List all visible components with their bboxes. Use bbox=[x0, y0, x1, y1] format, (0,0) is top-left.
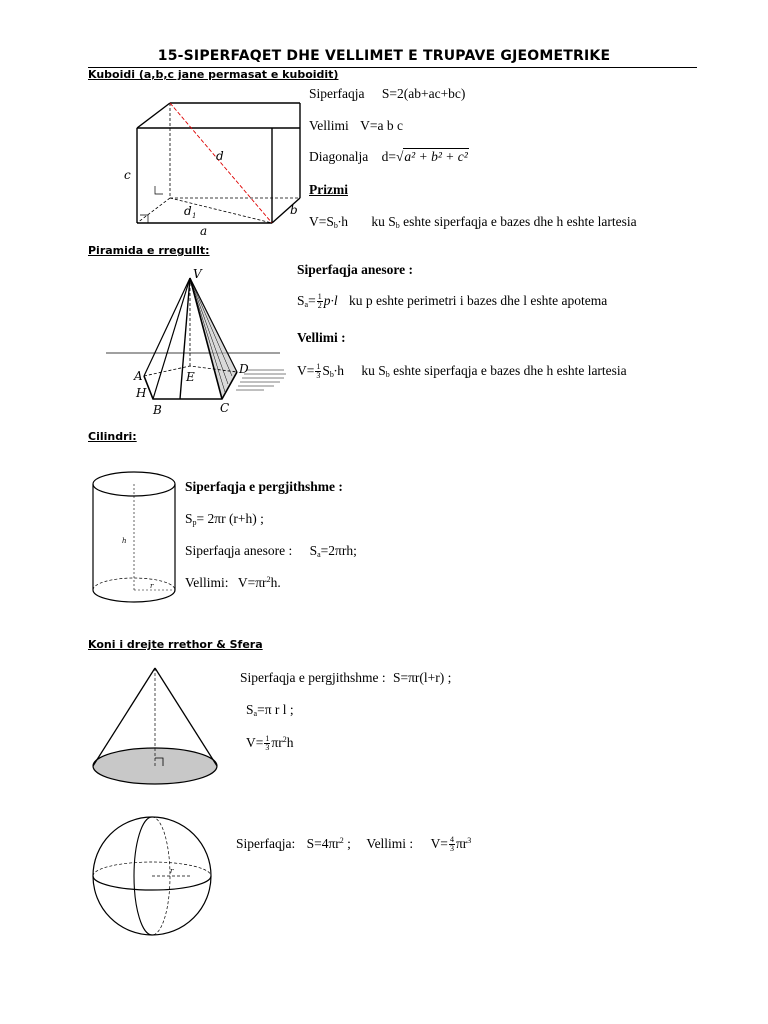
cuboid-diagonal-prefix: d= bbox=[381, 149, 396, 164]
sphere-volume-mid: πr bbox=[455, 836, 468, 851]
pyramid-lateral-prefix: S bbox=[297, 293, 305, 308]
fraction bbox=[317, 293, 323, 310]
sphere-volume-sup: 3 bbox=[467, 836, 472, 845]
fraction-denominator: 3 bbox=[265, 743, 270, 753]
sphere-volume-label: Vellimi : bbox=[366, 836, 414, 851]
pyramid-lateral-heading: Siperfaqja anesore : bbox=[297, 262, 413, 277]
pyramid-volume-mid: S bbox=[322, 363, 330, 378]
cone-total bbox=[240, 670, 451, 686]
pyramid-lateral-suffix: p∙l bbox=[323, 293, 338, 308]
prism-formula-prefix: V=S bbox=[309, 214, 334, 229]
fraction-denominator: 2 bbox=[317, 301, 322, 311]
cylinder-total-prefix: S bbox=[185, 511, 193, 526]
pyramid-label-E: E bbox=[186, 370, 195, 384]
prism-formula-suffix: ∙h bbox=[337, 214, 348, 229]
section-heading-cilindri: Cilindri: bbox=[88, 430, 137, 443]
cone-figure bbox=[88, 662, 228, 790]
cone-total-label: Siperfaqja e pergjithshme : bbox=[240, 670, 386, 685]
pyramid-lateral-eq: = bbox=[308, 293, 316, 308]
cylinder-volume-suffix: h. bbox=[270, 575, 281, 590]
cuboid-surface-formula: S=2(ab+ac+bc) bbox=[381, 86, 466, 101]
sphere-surface-label: Siperfaqja: bbox=[236, 836, 296, 851]
cone-total-formula: S=πr(l+r) ; bbox=[392, 670, 452, 685]
cylinder-total-formula-text: = 2πr (r+h) ; bbox=[196, 511, 264, 526]
cylinder-lateral bbox=[185, 543, 357, 559]
sphere-surface-prefix: S=4πr bbox=[306, 836, 340, 851]
cuboid-volume bbox=[309, 118, 403, 134]
fraction-numerator: 1 bbox=[317, 292, 322, 302]
pyramid-lateral-desc: ku p eshte perimetri i bazes dhe l eshte apotema bbox=[348, 293, 608, 308]
cone-lateral-prefix: S bbox=[246, 702, 254, 717]
pyramid-volume-suffix: ∙h bbox=[333, 363, 345, 378]
cuboid-label-b: b bbox=[290, 203, 298, 217]
pyramid-label-D: D bbox=[239, 362, 249, 376]
cuboid-label-a: a bbox=[200, 224, 208, 238]
cylinder-volume-label: Vellimi: bbox=[185, 575, 229, 590]
cylinder-volume bbox=[185, 575, 281, 591]
pyramid-label-V: V bbox=[193, 267, 202, 281]
pyramid-volume-desc-post: eshte siperfaqja e bazes dhe h eshte lartesia bbox=[389, 363, 627, 378]
cylinder-lateral-formula: =2πrh; bbox=[320, 543, 357, 558]
cylinder-total-sub: p bbox=[192, 518, 197, 527]
section-heading-prizmi: Prizmi bbox=[309, 182, 348, 197]
prism-desc-pre: ku S bbox=[371, 214, 396, 229]
sphere-figure bbox=[90, 816, 216, 940]
cylinder-lateral-label: Siperfaqja anesore : bbox=[185, 543, 293, 558]
pyramid-figure bbox=[104, 266, 288, 418]
cone-volume-sup: 2 bbox=[282, 735, 287, 744]
section-heading-piramida: Piramida e rregullt: bbox=[88, 244, 210, 257]
cuboid-surface-label: Siperfaqja bbox=[309, 86, 365, 101]
fraction bbox=[264, 735, 270, 752]
cuboid-volume-formula: V=a b c bbox=[360, 118, 403, 133]
sphere-surface-suffix: ; bbox=[343, 836, 351, 851]
pyramid-volume-prefix: V= bbox=[297, 363, 315, 378]
cuboid-diagonal bbox=[309, 149, 469, 165]
fraction bbox=[315, 363, 321, 380]
prism-desc-post: eshte siperfaqja e bazes dhe h eshte lartesia bbox=[399, 214, 637, 229]
fraction-numerator: 4 bbox=[449, 835, 454, 845]
fraction-denominator: 3 bbox=[449, 844, 454, 854]
cuboid-label-c: c bbox=[124, 168, 131, 182]
pyramid-label-H: H bbox=[136, 386, 147, 400]
cone-volume-mid: πr bbox=[271, 735, 283, 750]
sphere-volume-prefix: V= bbox=[430, 836, 448, 851]
cylinder-total-heading: Siperfaqja e pergjithshme : bbox=[185, 479, 343, 494]
fraction-denominator: 3 bbox=[316, 371, 321, 381]
cone-lateral-formula: =π r l ; bbox=[257, 702, 294, 717]
pyramid-label-A: A bbox=[134, 369, 143, 383]
cuboid-figure bbox=[110, 90, 310, 240]
pyramid-lateral-formula bbox=[297, 293, 607, 310]
cone-lateral bbox=[246, 702, 294, 718]
sphere-formulas bbox=[236, 836, 471, 853]
pyramid-volume-desc-pre: ku S bbox=[361, 363, 386, 378]
cylinder-lateral-prefix: S bbox=[309, 543, 318, 558]
sqrt-sign: √ bbox=[395, 149, 404, 164]
sphere-surface-sup: 2 bbox=[339, 836, 344, 845]
cuboid-diagonal-radicand: a² + b² + c² bbox=[404, 149, 468, 164]
prism-formula-sub: b bbox=[333, 221, 338, 230]
cuboid-label-d1-sub: 1 bbox=[192, 212, 197, 220]
cuboid-diagonal-label: Diagonalja bbox=[309, 149, 369, 164]
pyramid-volume-heading: Vellimi : bbox=[297, 330, 346, 345]
cylinder-lateral-sub: a bbox=[317, 550, 321, 559]
sphere-label-r: r bbox=[170, 867, 174, 875]
cylinder-figure bbox=[90, 468, 180, 610]
prism-volume bbox=[309, 214, 637, 230]
cylinder-volume-sup: 2 bbox=[266, 575, 271, 584]
cuboid-label-d1: d bbox=[184, 204, 192, 218]
pyramid-volume-sub: b bbox=[329, 370, 334, 379]
cone-volume bbox=[246, 735, 293, 752]
pyramid-volume-formula bbox=[297, 363, 627, 380]
fraction-numerator: 1 bbox=[316, 362, 321, 372]
pyramid-lateral-sub: a bbox=[304, 300, 309, 309]
cylinder-total-formula bbox=[185, 511, 264, 527]
page-title: 15-SIPERFAQET DHE VELLIMET E TRUPAVE GJEOMETRIKE bbox=[157, 48, 611, 64]
cuboid-label-d: d bbox=[216, 149, 224, 163]
cylinder-label-r: r bbox=[150, 582, 154, 590]
cuboid-volume-label: Vellimi bbox=[309, 118, 349, 133]
section-heading-koni: Koni i drejte rrethor & Sfera bbox=[88, 638, 263, 651]
section-heading-kuboidi: Kuboidi (a,b,c jane permasat e kuboidit) bbox=[88, 68, 339, 81]
pyramid-label-C: C bbox=[220, 401, 230, 415]
cylinder-volume-prefix: V=πr bbox=[237, 575, 267, 590]
pyramid-volume-desc-sub: b bbox=[385, 370, 390, 379]
cone-volume-prefix: V= bbox=[246, 735, 264, 750]
prism-desc-sub: b bbox=[395, 221, 400, 230]
cone-lateral-sub: a bbox=[253, 709, 258, 718]
cylinder-label-h: h bbox=[122, 537, 127, 545]
fraction-numerator: 1 bbox=[265, 734, 270, 744]
cuboid-surface bbox=[309, 86, 465, 102]
fraction bbox=[449, 836, 455, 853]
cone-volume-suffix: h bbox=[286, 735, 294, 750]
pyramid-label-B: B bbox=[153, 403, 162, 417]
